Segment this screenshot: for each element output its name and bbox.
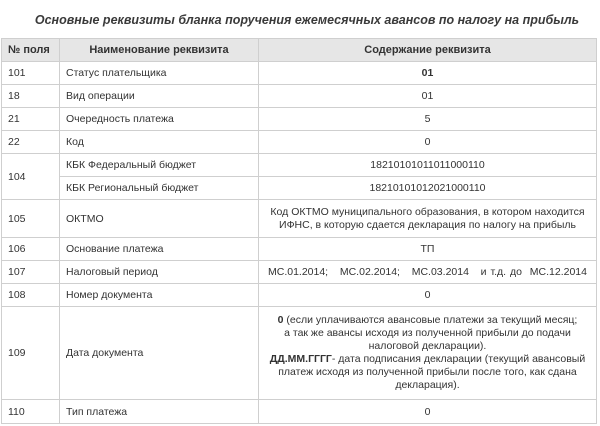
date-description-line: декларация). <box>395 379 460 391</box>
field-number: 101 <box>2 62 60 85</box>
requisite-name: Дата документа <box>60 307 259 400</box>
requisite-value: 0 <box>259 400 597 424</box>
field-number: 18 <box>2 85 60 108</box>
requisite-value: 18210101012021000110 <box>259 177 597 200</box>
requisite-value <box>259 200 597 238</box>
requisite-value: 0 <box>259 131 597 154</box>
requisite-value <box>259 307 597 400</box>
table-row <box>2 131 597 154</box>
requisite-name: Тип платежа <box>60 400 259 424</box>
table-row <box>2 307 597 400</box>
table-row <box>2 154 597 177</box>
requisite-name: Основание платежа <box>60 238 259 261</box>
requisite-value: МС.01.2014; МС.02.2014; МС.03.2014 и т.д. до МС.12.2014 <box>259 261 597 284</box>
requisite-name: КБК Региональный бюджет <box>60 177 259 200</box>
date-description-line <box>265 314 590 327</box>
date-description-line: а так же авансы исходя из полученной прибыли до подачи <box>284 327 571 339</box>
table-caption: Основные реквизиты бланка поручения ежемесячных авансов по налогу на прибыль <box>34 13 580 27</box>
field-number: 106 <box>2 238 60 261</box>
header-requisite-name: Наименование реквизита <box>60 39 259 62</box>
header-requisite-content: Содержание реквизита <box>259 39 597 62</box>
date-format: ДД.ММ.ГГГГ <box>269 353 332 365</box>
date-description-line <box>265 353 590 366</box>
requisite-name: Статус плательщика <box>60 62 259 85</box>
zero-value: 0 <box>277 314 284 326</box>
requisite-value: 01 <box>259 85 597 108</box>
requisite-name: Налоговый период <box>60 261 259 284</box>
field-number: 105 <box>2 200 60 238</box>
field-number: 110 <box>2 400 60 424</box>
requisite-name: ОКТМО <box>60 200 259 238</box>
table-row <box>2 85 597 108</box>
requisite-value: ТП <box>259 238 597 261</box>
requisite-value: 0 <box>259 284 597 307</box>
requisite-name: КБК Федеральный бюджет <box>60 154 259 177</box>
requisite-name: Очередность платежа <box>60 108 259 131</box>
table-header-row <box>2 39 597 62</box>
field-number: 21 <box>2 108 60 131</box>
requisite-name: Код <box>60 131 259 154</box>
oktmo-description-line: Код ОКТМО муниципального образования, в котором находится <box>270 205 585 218</box>
date-description-text: - дата подписания декларации (текущий авансовый <box>331 353 586 365</box>
oktmo-description-line: ИФНС, в которую сдается декларация по налогу на прибыль <box>279 218 576 231</box>
table-row <box>2 400 597 424</box>
requisite-value: 5 <box>259 108 597 131</box>
date-description-line: платеж исходя из полученной прибыли после того, как сдана <box>278 366 577 378</box>
table-row <box>2 62 597 85</box>
field-number: 22 <box>2 131 60 154</box>
requisite-value: 01 <box>259 62 597 85</box>
field-number: 104 <box>2 154 60 200</box>
table-row <box>2 261 597 284</box>
requisite-name: Номер документа <box>60 284 259 307</box>
field-number: 109 <box>2 307 60 400</box>
date-description-text: (если уплачиваются авансовые платежи за текущий месяц; <box>283 314 578 326</box>
table-row <box>2 108 597 131</box>
requisites-table <box>1 38 597 424</box>
table-row <box>2 177 597 200</box>
requisite-name: Вид операции <box>60 85 259 108</box>
requisite-value: 18210101011011000110 <box>259 154 597 177</box>
table-row <box>2 284 597 307</box>
date-description-line: налоговой декларации). <box>368 340 487 352</box>
field-number: 107 <box>2 261 60 284</box>
header-field-no: № поля <box>2 39 60 62</box>
table-row <box>2 200 597 238</box>
table-row <box>2 238 597 261</box>
field-number: 108 <box>2 284 60 307</box>
